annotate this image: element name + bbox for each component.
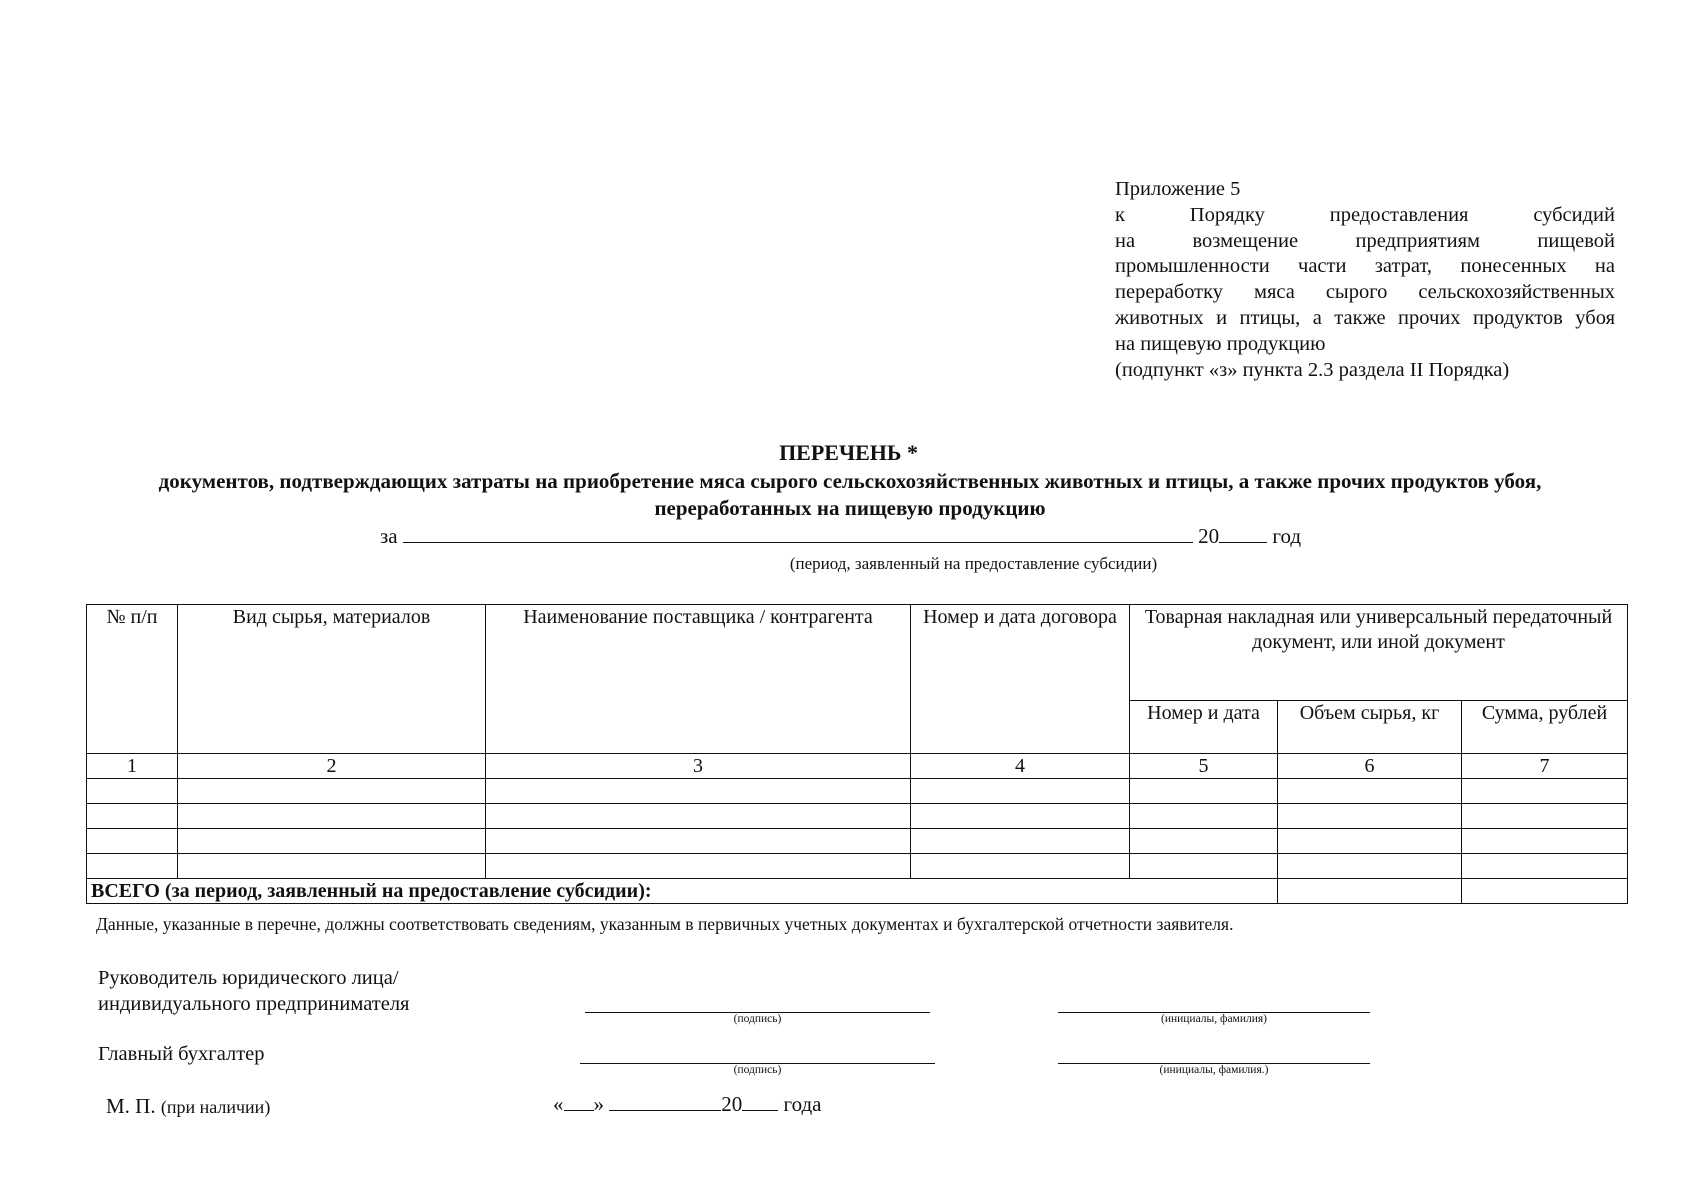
appendix-block [1115,177,1615,383]
period-line [380,524,1301,549]
column-number: 3 [486,754,911,779]
appendix-line: Приложение 5 [1115,178,1241,200]
table-cell[interactable] [178,854,486,879]
signature-caption: (подпись) [733,1064,782,1076]
accountant-signature-field[interactable] [580,1063,935,1076]
table-cell[interactable] [178,829,486,854]
appendix-line: переработку мяса сырого сельскохозяйственных [1115,281,1615,304]
date-close-quote: » [593,1092,604,1116]
period-year-suffix: год [1272,524,1302,548]
note-text: Данные, указанные в перечне, должны соответствовать сведениям, указанным в первичных учетных документах и бухгалтерской отчетности заявителя. [96,914,1234,934]
column-number: 5 [1130,754,1278,779]
head-label-line: Руководитель юридического лица/ [98,967,399,989]
name-caption: (инициалы, фамилия) [1160,1013,1268,1025]
table-cell[interactable] [1278,804,1462,829]
table-cell[interactable] [1462,854,1628,879]
table-cell[interactable] [1278,779,1462,804]
period-caption: (период, заявленный на предоставление субсидии) [789,554,1158,573]
appendix-line: на пищевую продукцию [1115,332,1326,355]
table-cell[interactable] [1130,804,1278,829]
head-label-line: индивидуального предпринимателя [98,993,410,1015]
documents-table [86,604,1628,904]
table-cell[interactable] [178,804,486,829]
appendix-line: промышленности части затрат, понесенных на [1115,255,1615,278]
head-label [98,965,409,1017]
header-cell: Вид сырья, материалов [178,605,486,754]
head-name-field[interactable] [1058,1012,1370,1025]
total-volume-cell[interactable] [1278,879,1462,904]
document-title: ПЕРЕЧЕНЬ * [779,440,918,465]
table-cell[interactable] [911,804,1130,829]
column-number: 1 [87,754,178,779]
stamp-note: (при наличии) [160,1097,271,1117]
signature-caption: (подпись) [733,1013,782,1025]
stamp-label: М. П. [106,1094,156,1118]
header-cell: Сумма, рублей [1462,700,1628,753]
table-header-row [87,605,1628,701]
table-cell[interactable] [486,829,911,854]
header-cell: Объем сырья, кг [1278,700,1462,753]
table-cell[interactable] [486,779,911,804]
table-cell[interactable] [178,779,486,804]
period-year-prefix: 20 [1198,524,1220,548]
table-cell[interactable] [87,804,178,829]
header-group-cell: Товарная накладная или универсальный передаточный документ, или иной документ [1130,605,1628,701]
date-day-input[interactable] [564,1092,594,1111]
header-cell: № п/п [87,605,178,754]
table-cell[interactable] [1462,829,1628,854]
date-line [553,1092,822,1117]
table-cell[interactable] [911,854,1130,879]
table-cell[interactable] [911,829,1130,854]
date-month-input[interactable] [609,1092,721,1111]
header-cell: Номер и дата [1130,700,1278,753]
table-cell[interactable] [911,779,1130,804]
total-sum-cell[interactable] [1462,879,1628,904]
table-cell[interactable] [1278,829,1462,854]
table-cell[interactable] [87,779,178,804]
accountant-name-field[interactable] [1058,1063,1370,1076]
appendix-line: к Порядку предоставления субсидий [1115,203,1615,226]
table-cell[interactable] [1130,854,1278,879]
head-signature-field[interactable] [585,1012,930,1025]
period-input[interactable] [403,524,1193,543]
table-cell[interactable] [1462,804,1628,829]
header-cell: Номер и дата договора [911,605,1130,754]
table-row [87,854,1628,879]
table-cell[interactable] [1130,829,1278,854]
table-cell[interactable] [1462,779,1628,804]
period-year-input[interactable] [1219,524,1267,543]
table-cell[interactable] [87,829,178,854]
column-number: 2 [178,754,486,779]
accountant-label: Главный бухгалтер [98,1043,265,1065]
table-cell[interactable] [1278,854,1462,879]
table-row [87,779,1628,804]
document-subtitle: документов, подтверждающих затраты на приобретение мяса сырого сельскохозяйственных животных и птицы, а также прочих продуктов убоя, переработанных на пищевую продукцию [158,469,1542,520]
total-label: ВСЕГО (за период, заявленный на предоставление субсидии): [87,879,1278,904]
table-row [87,804,1628,829]
table-cell[interactable] [486,804,911,829]
column-number: 7 [1462,754,1628,779]
appendix-line: на возмещение предприятиям пищевой [1115,229,1615,252]
period-prefix: за [380,524,398,548]
date-open-quote: « [553,1092,564,1116]
date-year-prefix: 20 [721,1092,743,1116]
column-number-row [87,754,1628,779]
header-cell: Наименование поставщика / контрагента [486,605,911,754]
table-cell[interactable] [1130,779,1278,804]
table-cell[interactable] [486,854,911,879]
column-number: 4 [911,754,1130,779]
date-year-input[interactable] [742,1092,778,1111]
appendix-line: животных и птицы, а также прочих продуктов убоя [1115,306,1615,329]
appendix-line: (подпункт «з» пункта 2.3 раздела II Порядка) [1115,358,1510,381]
name-caption: (инициалы, фамилия.) [1159,1064,1269,1076]
date-suffix: года [783,1092,822,1116]
column-number: 6 [1278,754,1462,779]
table-cell[interactable] [87,854,178,879]
table-row [87,829,1628,854]
total-row [87,879,1628,904]
stamp-place [106,1094,270,1119]
